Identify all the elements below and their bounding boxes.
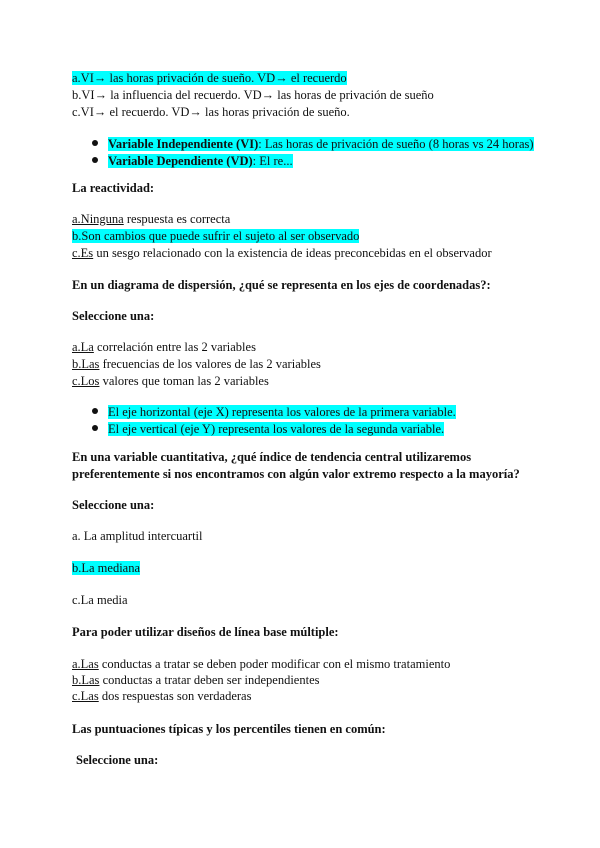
- q3-option-b-text: frecuencias de los valores de las 2 variables: [99, 357, 321, 371]
- q3-option-b: [72, 356, 321, 372]
- bullet-icon: [92, 157, 98, 163]
- q3-option-c-prefix: c.Los: [72, 374, 100, 388]
- q4-option-a: a. La amplitud intercuartil: [72, 529, 203, 543]
- q5-option-a-text: conductas a tratar se deben poder modificar con el mismo tratamiento: [98, 657, 451, 671]
- q3-select-label: Seleccione una:: [72, 309, 155, 323]
- q5-option-a-prefix: a.Las: [72, 657, 99, 671]
- q4-title-line-2: preferentemente si nos encontramos con algún valor extremo respecto a la mayoría?: [72, 467, 520, 481]
- q5-option-c-prefix: c.Las: [72, 689, 99, 703]
- q1-note-vi: [92, 136, 534, 152]
- q5-option-b-text: conductas a tratar deben ser independientes: [99, 673, 320, 687]
- q5-option-c: [72, 688, 251, 704]
- q1-option-a-text: a.VI→ las horas privación de sueño. VD→ el recuerdo: [72, 71, 347, 85]
- q1-option-c: c.VI→ el recuerdo. VD→ las horas privación de sueño.: [72, 105, 350, 119]
- q4-option-c: c.La media: [72, 593, 128, 607]
- q3-option-a-text: correlación entre las 2 variables: [93, 340, 256, 354]
- q2-option-a-prefix: a.Ninguna: [72, 212, 124, 226]
- q5-option-c-text: dos respuestas son verdaderas: [98, 689, 252, 703]
- q3-option-c: [72, 373, 269, 389]
- q2-option-a: [72, 211, 230, 227]
- q2-option-c-text: un sesgo relacionado con la existencia de ideas preconcebidas en el observador: [93, 246, 492, 260]
- q2-title: La reactividad:: [72, 181, 155, 195]
- q3-note-x-axis: [92, 404, 456, 420]
- q1-option-a: [72, 70, 347, 86]
- vd-label: Variable Dependiente (VD): [108, 154, 253, 168]
- q5-option-b-prefix: b.Las: [72, 673, 100, 687]
- q6-title: Las puntuaciones típicas y los percentiles tienen en común:: [72, 722, 386, 736]
- q5-option-b: [72, 672, 319, 688]
- q4-title-line-1: En una variable cuantitativa, ¿qué índice de tendencia central utilizaremos: [72, 450, 472, 464]
- bullet-icon: [92, 425, 98, 431]
- q2-option-c: [72, 245, 492, 261]
- q5-option-a: [72, 656, 450, 672]
- q2-option-b: [72, 228, 359, 244]
- q4-option-b: [72, 560, 140, 576]
- bullet-icon: [92, 140, 98, 146]
- vi-text: : Las horas de privación de sueño (8 horas vs 24 horas): [258, 137, 534, 151]
- q4-select-label: Seleccione una:: [72, 498, 155, 512]
- q3-note-x-axis-text: El eje horizontal (eje X) representa los valores de la primera variable.: [108, 405, 456, 419]
- q2-option-c-prefix: c.Es: [72, 246, 94, 260]
- q3-option-c-text: valores que toman las 2 variables: [99, 374, 269, 388]
- q5-title: Para poder utilizar diseños de línea base múltiple:: [72, 625, 339, 639]
- q3-option-a: [72, 339, 256, 355]
- q3-note-y-axis: [92, 421, 444, 437]
- q2-option-a-text: respuesta es correcta: [123, 212, 231, 226]
- q4-option-b-text: b.La mediana: [72, 561, 141, 575]
- vd-text: : El re...: [252, 154, 293, 168]
- vi-label: Variable Independiente (VI): [108, 137, 259, 151]
- q1-note-vd: [92, 153, 293, 169]
- q1-option-b: b.VI→ la influencia del recuerdo. VD→ las horas de privación de sueño: [72, 88, 434, 102]
- q2-option-b-text: b.Son cambios que puede sufrir el sujeto al ser observado: [72, 229, 360, 243]
- q6-select-label: Seleccione una:: [76, 753, 159, 767]
- q3-option-b-prefix: b.Las: [72, 357, 100, 371]
- bullet-icon: [92, 408, 98, 414]
- q3-option-a-prefix: a.La: [72, 340, 94, 354]
- q3-title: En un diagrama de dispersión, ¿qué se representa en los ejes de coordenadas?:: [72, 278, 491, 292]
- q3-note-y-axis-text: El eje vertical (eje Y) representa los valores de la segunda variable.: [108, 422, 445, 436]
